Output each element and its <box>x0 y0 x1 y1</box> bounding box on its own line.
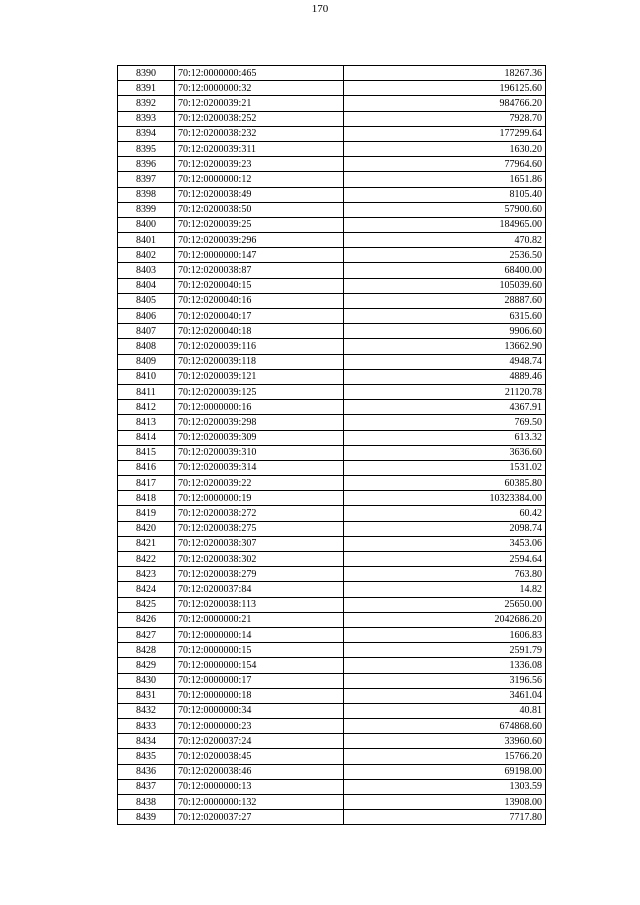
table-row <box>118 491 546 506</box>
table-row <box>118 430 546 445</box>
row-number: 8411 <box>118 384 175 399</box>
cadastral-value: 3461.04 <box>344 688 546 703</box>
row-number: 8399 <box>118 202 175 217</box>
cadastral-value: 7717.80 <box>344 810 546 825</box>
cadastral-value: 177299.64 <box>344 126 546 141</box>
cadastral-number: 70:12:0000000:18 <box>175 688 344 703</box>
table-row <box>118 157 546 172</box>
cadastral-number: 70:12:0200038:113 <box>175 597 344 612</box>
cadastral-number: 70:12:0000000:17 <box>175 673 344 688</box>
cadastral-number: 70:12:0200038:49 <box>175 187 344 202</box>
row-number: 8417 <box>118 476 175 491</box>
table-row <box>118 719 546 734</box>
table-row <box>118 795 546 810</box>
cadastral-number: 70:12:0200037:84 <box>175 582 344 597</box>
cadastral-value: 8105.40 <box>344 187 546 202</box>
cadastral-number: 70:12:0200039:23 <box>175 157 344 172</box>
table-row <box>118 673 546 688</box>
row-number: 8432 <box>118 703 175 718</box>
table-row <box>118 339 546 354</box>
table-row <box>118 96 546 111</box>
cadastral-number: 70:12:0200040:18 <box>175 324 344 339</box>
cadastral-number: 70:12:0200037:27 <box>175 810 344 825</box>
table-row <box>118 460 546 475</box>
cadastral-value: 13662.90 <box>344 339 546 354</box>
table-row <box>118 81 546 96</box>
cadastral-value: 4889.46 <box>344 369 546 384</box>
row-number: 8434 <box>118 734 175 749</box>
cadastral-number: 70:12:0000000:147 <box>175 248 344 263</box>
cadastral-value: 60.42 <box>344 506 546 521</box>
table-row <box>118 658 546 673</box>
table-row <box>118 66 546 81</box>
table-row <box>118 278 546 293</box>
cadastral-value: 13908.00 <box>344 795 546 810</box>
row-number: 8403 <box>118 263 175 278</box>
row-number: 8398 <box>118 187 175 202</box>
cadastral-value: 1630.20 <box>344 141 546 156</box>
cadastral-value: 1651.86 <box>344 172 546 187</box>
cadastral-value: 2098.74 <box>344 521 546 536</box>
cadastral-value: 196125.60 <box>344 81 546 96</box>
cadastral-value: 1303.59 <box>344 779 546 794</box>
cadastral-number: 70:12:0000000:154 <box>175 658 344 673</box>
cadastral-value: 613.32 <box>344 430 546 445</box>
table-row <box>118 324 546 339</box>
row-number: 8401 <box>118 233 175 248</box>
cadastral-value: 769.50 <box>344 415 546 430</box>
row-number: 8397 <box>118 172 175 187</box>
row-number: 8427 <box>118 627 175 642</box>
row-number: 8392 <box>118 96 175 111</box>
table-row <box>118 582 546 597</box>
cadastral-number: 70:12:0000000:132 <box>175 795 344 810</box>
table-row <box>118 309 546 324</box>
row-number: 8393 <box>118 111 175 126</box>
row-number: 8408 <box>118 339 175 354</box>
row-number: 8428 <box>118 643 175 658</box>
row-number: 8423 <box>118 567 175 582</box>
cadastral-value: 1336.08 <box>344 658 546 673</box>
cadastral-value: 2536.50 <box>344 248 546 263</box>
cadastral-number: 70:12:0000000:15 <box>175 643 344 658</box>
row-number: 8437 <box>118 779 175 794</box>
table-row <box>118 217 546 232</box>
cadastral-value: 674868.60 <box>344 719 546 734</box>
cadastral-value: 33960.60 <box>344 734 546 749</box>
table-row <box>118 779 546 794</box>
cadastral-number: 70:12:0200038:87 <box>175 263 344 278</box>
row-number: 8391 <box>118 81 175 96</box>
page-number: 170 <box>311 3 329 15</box>
cadastral-number: 70:12:0200039:314 <box>175 460 344 475</box>
row-number: 8430 <box>118 673 175 688</box>
cadastral-value: 1606.83 <box>344 627 546 642</box>
row-number: 8396 <box>118 157 175 172</box>
cadastral-value: 57900.60 <box>344 202 546 217</box>
cadastral-value: 6315.60 <box>344 309 546 324</box>
cadastral-number: 70:12:0200038:307 <box>175 536 344 551</box>
table-row <box>118 415 546 430</box>
row-number: 8436 <box>118 764 175 779</box>
cadastral-number: 70:12:0200038:279 <box>175 567 344 582</box>
row-number: 8415 <box>118 445 175 460</box>
row-number: 8421 <box>118 536 175 551</box>
cadastral-value: 4948.74 <box>344 354 546 369</box>
table-row <box>118 202 546 217</box>
cadastral-number: 70:12:0200038:272 <box>175 506 344 521</box>
cadastral-value: 4367.91 <box>344 400 546 415</box>
cadastral-number: 70:12:0200039:310 <box>175 445 344 460</box>
table-row <box>118 111 546 126</box>
row-number: 8439 <box>118 810 175 825</box>
row-number: 8404 <box>118 278 175 293</box>
cadastral-number: 70:12:0200038:45 <box>175 749 344 764</box>
row-number: 8400 <box>118 217 175 232</box>
cadastral-value: 984766.20 <box>344 96 546 111</box>
cadastral-number: 70:12:0200039:311 <box>175 141 344 156</box>
cadastral-value: 60385.80 <box>344 476 546 491</box>
cadastral-number: 70:12:0200040:16 <box>175 293 344 308</box>
cadastral-number: 70:12:0200040:17 <box>175 309 344 324</box>
table-row <box>118 248 546 263</box>
cadastral-value: 7928.70 <box>344 111 546 126</box>
table-row <box>118 521 546 536</box>
table-row <box>118 445 546 460</box>
table-row <box>118 749 546 764</box>
cadastral-number: 70:12:0000000:12 <box>175 172 344 187</box>
cadastral-number: 70:12:0000000:19 <box>175 491 344 506</box>
cadastral-value: 28887.60 <box>344 293 546 308</box>
cadastral-number: 70:12:0000000:23 <box>175 719 344 734</box>
table-row <box>118 172 546 187</box>
table-row <box>118 126 546 141</box>
table-row <box>118 703 546 718</box>
cadastral-number: 70:12:0200039:21 <box>175 96 344 111</box>
table-row <box>118 536 546 551</box>
table-row <box>118 476 546 491</box>
row-number: 8394 <box>118 126 175 141</box>
table-row <box>118 688 546 703</box>
row-number: 8412 <box>118 400 175 415</box>
cadastral-value: 3453.06 <box>344 536 546 551</box>
cadastral-value: 21120.78 <box>344 384 546 399</box>
cadastral-value: 105039.60 <box>344 278 546 293</box>
table-row <box>118 506 546 521</box>
cadastral-number: 70:12:0200038:46 <box>175 764 344 779</box>
row-number: 8406 <box>118 309 175 324</box>
table-row <box>118 187 546 202</box>
cadastral-number: 70:12:0200039:22 <box>175 476 344 491</box>
cadastral-value: 68400.00 <box>344 263 546 278</box>
cadastral-value: 69198.00 <box>344 764 546 779</box>
cadastral-number: 70:12:0200038:252 <box>175 111 344 126</box>
table-row <box>118 552 546 567</box>
cadastral-value: 10323384.00 <box>344 491 546 506</box>
cadastral-value: 25650.00 <box>344 597 546 612</box>
cadastral-number: 70:12:0000000:465 <box>175 66 344 81</box>
table-body <box>118 66 546 825</box>
row-number: 8405 <box>118 293 175 308</box>
row-number: 8420 <box>118 521 175 536</box>
cadastral-value: 184965.00 <box>344 217 546 232</box>
row-number: 8422 <box>118 552 175 567</box>
table-row <box>118 764 546 779</box>
row-number: 8438 <box>118 795 175 810</box>
table-row <box>118 263 546 278</box>
cadastral-number: 70:12:0200038:50 <box>175 202 344 217</box>
cadastral-value: 40.81 <box>344 703 546 718</box>
cadastral-value: 14.82 <box>344 582 546 597</box>
cadastral-number: 70:12:0000000:16 <box>175 400 344 415</box>
row-number: 8431 <box>118 688 175 703</box>
cadastral-value: 2591.79 <box>344 643 546 658</box>
row-number: 8433 <box>118 719 175 734</box>
table-row <box>118 141 546 156</box>
table-row <box>118 597 546 612</box>
row-number: 8416 <box>118 460 175 475</box>
cadastral-value: 3196.56 <box>344 673 546 688</box>
cadastral-number: 70:12:0200039:116 <box>175 339 344 354</box>
row-number: 8414 <box>118 430 175 445</box>
table-row <box>118 384 546 399</box>
row-number: 8424 <box>118 582 175 597</box>
cadastral-number: 70:12:0000000:32 <box>175 81 344 96</box>
cadastral-value: 15766.20 <box>344 749 546 764</box>
cadastral-number: 70:12:0200039:25 <box>175 217 344 232</box>
table-row <box>118 400 546 415</box>
cadastral-number: 70:12:0200037:24 <box>175 734 344 749</box>
row-number: 8402 <box>118 248 175 263</box>
cadastral-value: 763.80 <box>344 567 546 582</box>
table-row <box>118 354 546 369</box>
row-number: 8426 <box>118 612 175 627</box>
cadastral-number: 70:12:0000000:21 <box>175 612 344 627</box>
row-number: 8435 <box>118 749 175 764</box>
cadastral-number: 70:12:0200038:302 <box>175 552 344 567</box>
cadastral-number: 70:12:0200039:121 <box>175 369 344 384</box>
table-row <box>118 233 546 248</box>
cadastral-number: 70:12:0200040:15 <box>175 278 344 293</box>
cadastral-number: 70:12:0000000:14 <box>175 627 344 642</box>
cadastral-number: 70:12:0000000:13 <box>175 779 344 794</box>
table-row <box>118 612 546 627</box>
table-row <box>118 627 546 642</box>
cadastral-value: 1531.02 <box>344 460 546 475</box>
cadastral-number: 70:12:0000000:34 <box>175 703 344 718</box>
cadastral-value: 470.82 <box>344 233 546 248</box>
table-row <box>118 643 546 658</box>
row-number: 8409 <box>118 354 175 369</box>
cadastral-value-table <box>117 65 546 825</box>
row-number: 8425 <box>118 597 175 612</box>
cadastral-number: 70:12:0200039:298 <box>175 415 344 430</box>
cadastral-number: 70:12:0200039:309 <box>175 430 344 445</box>
cadastral-value: 18267.36 <box>344 66 546 81</box>
table-row <box>118 369 546 384</box>
table-row <box>118 293 546 308</box>
row-number: 8407 <box>118 324 175 339</box>
cadastral-number: 70:12:0200038:275 <box>175 521 344 536</box>
row-number: 8419 <box>118 506 175 521</box>
cadastral-value: 3636.60 <box>344 445 546 460</box>
cadastral-value: 2594.64 <box>344 552 546 567</box>
row-number: 8410 <box>118 369 175 384</box>
cadastral-number: 70:12:0200038:232 <box>175 126 344 141</box>
table-row <box>118 567 546 582</box>
table-row <box>118 734 546 749</box>
row-number: 8395 <box>118 141 175 156</box>
cadastral-number: 70:12:0200039:125 <box>175 384 344 399</box>
row-number: 8429 <box>118 658 175 673</box>
cadastral-number: 70:12:0200039:296 <box>175 233 344 248</box>
cadastral-number: 70:12:0200039:118 <box>175 354 344 369</box>
table-row <box>118 810 546 825</box>
cadastral-value: 2042686.20 <box>344 612 546 627</box>
row-number: 8413 <box>118 415 175 430</box>
row-number: 8390 <box>118 66 175 81</box>
cadastral-value: 9906.60 <box>344 324 546 339</box>
cadastral-value: 77964.60 <box>344 157 546 172</box>
row-number: 8418 <box>118 491 175 506</box>
